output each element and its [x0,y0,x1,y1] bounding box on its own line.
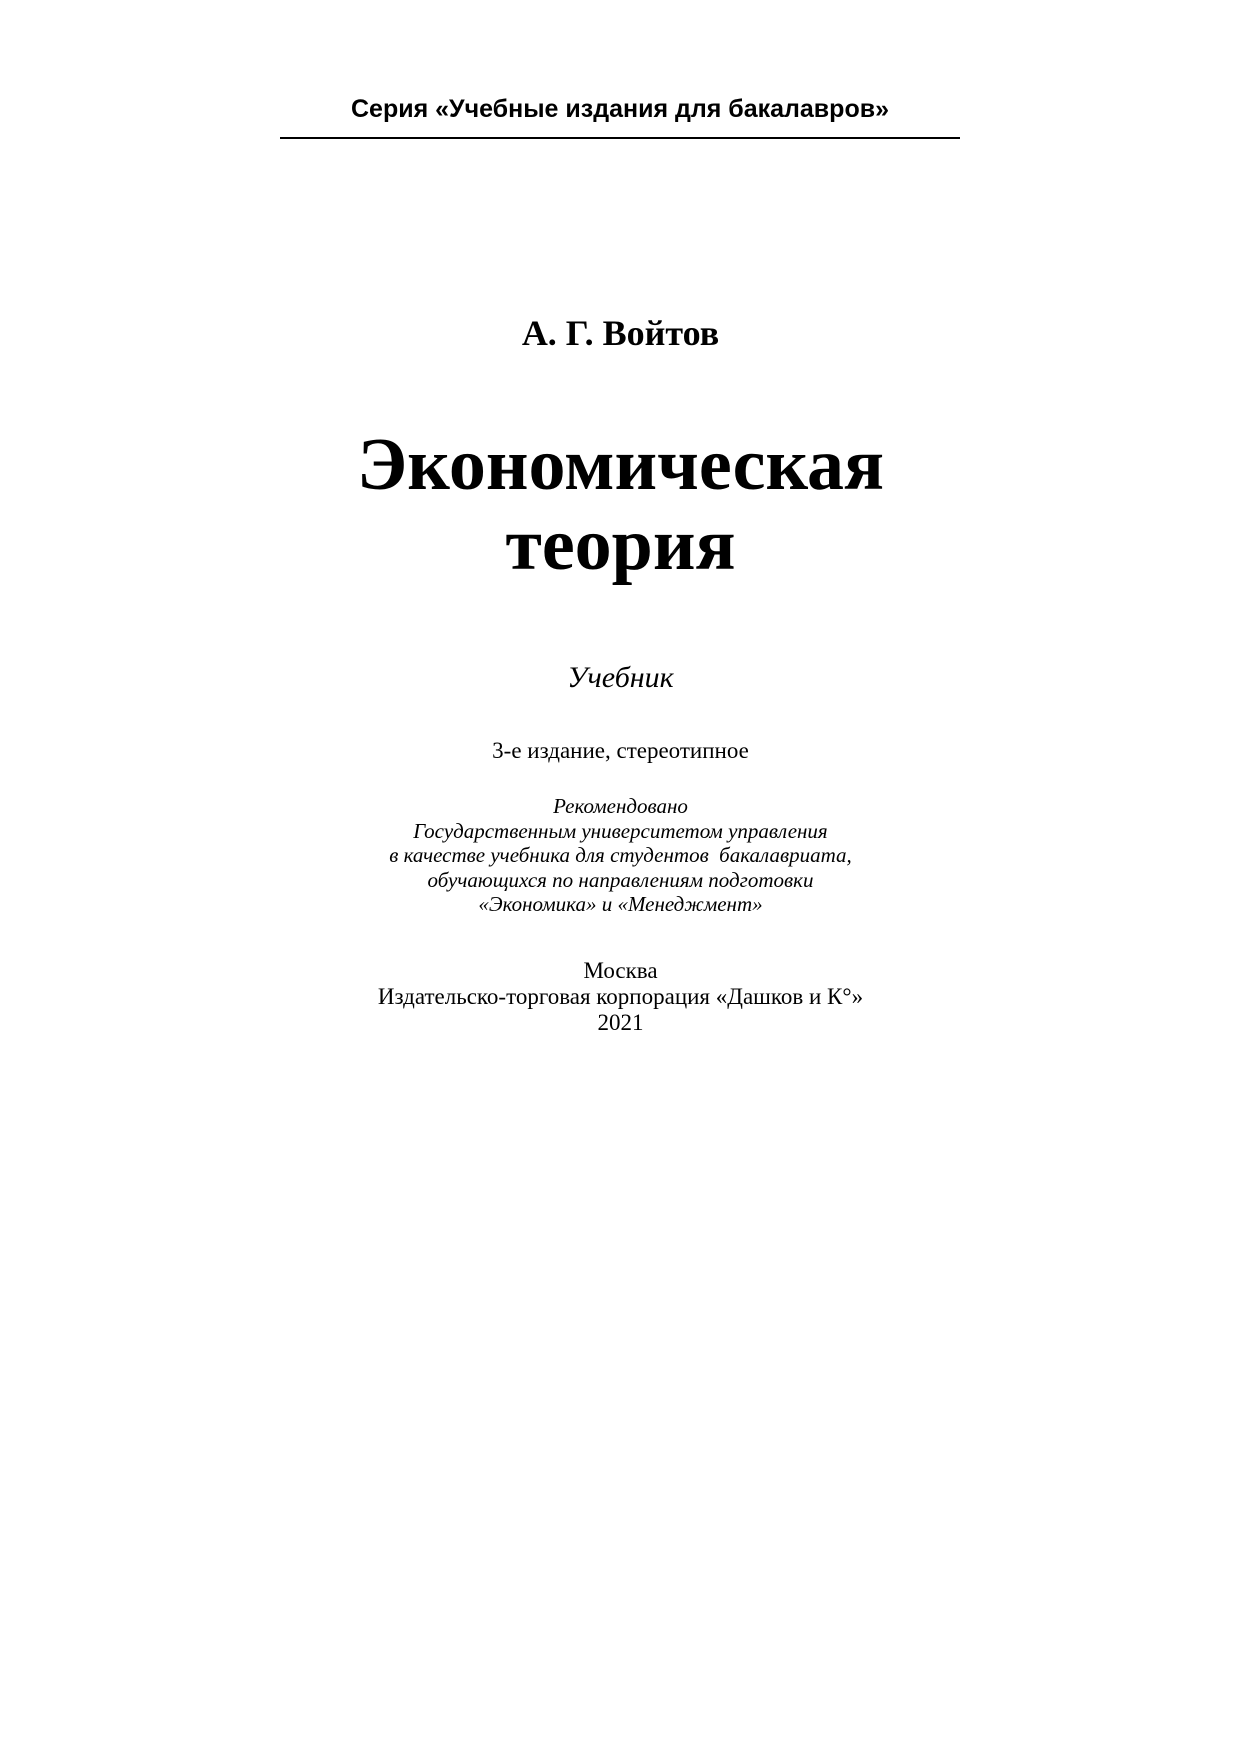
recommendation-line-5: «Экономика» и «Менеджмент» [478,892,763,916]
book-title-line-2: теория [505,504,736,586]
recommendation-line-1: Рекомендовано [553,794,688,818]
imprint-city: Москва [583,958,658,983]
author-name: А. Г. Войтов [521,313,720,353]
recommendation-line-3: в качестве учебника для студентов бакалавриата, [389,843,852,867]
imprint-publisher: Издательско-торговая корпорация «Дашков и К°» [377,984,864,1009]
book-title [0,425,1241,585]
recommendation-line-4: обучающихся по направлениям подготовки [427,867,814,892]
book-subtitle: Учебник [567,661,674,694]
imprint-year: 2021 [597,1010,644,1035]
imprint-block [0,958,1241,1036]
book-title-line-1: Экономическая [357,424,884,506]
edition-note: 3-е издание, стереотипное [492,738,749,763]
recommendation-block [0,794,1241,917]
recommendation-line-2: Государственным университетом управления [413,818,828,843]
series-divider [280,137,960,139]
series-heading: Серия «Учебные издания для бакалавров» [350,95,889,123]
